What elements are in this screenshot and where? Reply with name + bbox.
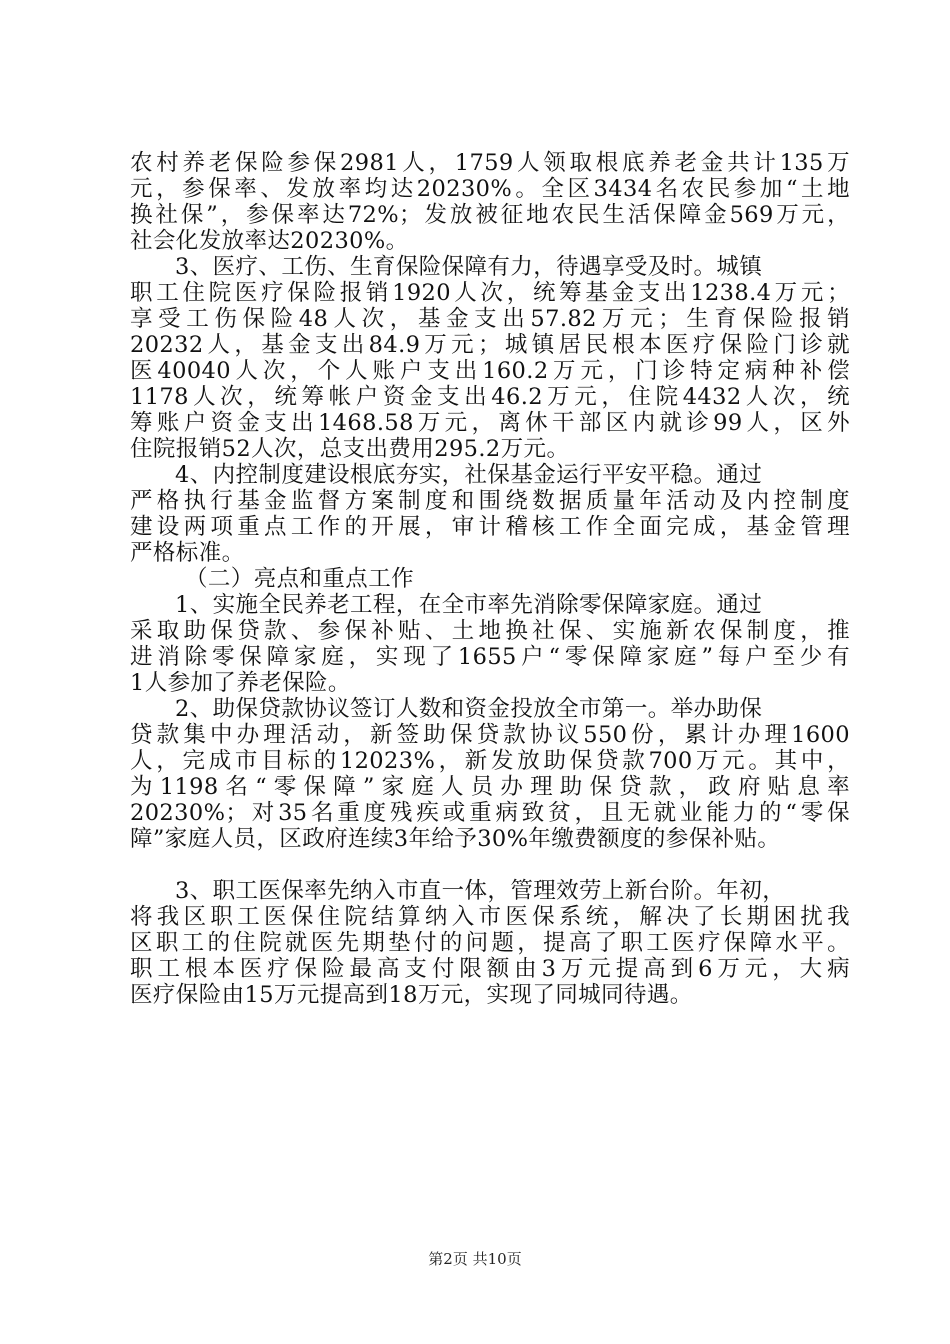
- text-line: 享受工伤保险48人次，基金支出57.82万元；生育保险报销: [130, 306, 850, 332]
- page-footer: 第2页 共10页: [428, 1250, 522, 1268]
- text-line: 区职工的住院就医先期垫付的问题，提高了职工医疗保障水平。: [130, 930, 850, 956]
- text-line: 住院报销52人次，总支出费用295.2万元。: [130, 436, 570, 462]
- text-line: 贷款集中办理活动，新签助保贷款协议550份，累计办理1600: [130, 722, 850, 748]
- text-line: 职工根本医疗保险最高支付限额由3万元提高到6万元，大病: [130, 956, 850, 982]
- text-line: 职工住院医疗保险报销1920人次，统筹基金支出1238.4万元；: [130, 280, 850, 306]
- text-line: 3、医疗、工伤、生育保险保障有力，待遇享受及时。城镇: [175, 254, 763, 280]
- text-line: 建设两项重点工作的开展，审计稽核工作全面完成，基金管理: [130, 514, 850, 540]
- text-line: 人，完成市目标的12023%，新发放助保贷款700万元。其中，: [130, 748, 850, 774]
- text-line: 4、内控制度建设根底夯实，社保基金运行平安平稳。通过: [175, 462, 763, 488]
- text-line: 将我区职工医保住院结算纳入市医保系统，解决了长期困扰我: [130, 904, 850, 930]
- text-line: 2、助保贷款协议签订人数和资金投放全市第一。举办助保: [175, 696, 763, 722]
- blank-line: [130, 852, 850, 878]
- text-line: （二）亮点和重点工作: [185, 566, 415, 592]
- text-line: 为1198名“零保障”家庭人员办理助保贷款，政府贴息率: [130, 774, 850, 800]
- text-line: 社会化发放率达20230%。: [130, 228, 409, 254]
- text-line: 严格执行基金监督方案制度和围绕数据质量年活动及内控制度: [130, 488, 850, 514]
- text-line: 3、职工医保率先纳入市直一体，管理效劳上新台阶。年初，: [175, 878, 786, 904]
- text-line: 1人参加了养老保险。: [130, 670, 351, 696]
- text-line: 1178人次，统筹帐户资金支出46.2万元，住院4432人次，统: [130, 384, 850, 410]
- text-line: 进消除零保障家庭，实现了1655户“零保障家庭”每户至少有: [130, 644, 850, 670]
- text-line: 医40040人次，个人账户支出160.2万元，门诊特定病种补偿: [130, 358, 850, 384]
- text-line: 严格标准。: [130, 540, 245, 566]
- text-line: 20232人，基金支出84.9万元；城镇居民根本医疗保险门诊就: [130, 332, 850, 358]
- text-line: 元，参保率、发放率均达20230%。全区3434名农民参加“土地: [130, 176, 850, 202]
- text-line: 农村养老保险参保2981人，1759人领取根底养老金共计135万: [130, 150, 850, 176]
- text-line: 障”家庭人员，区政府连续3年给予30%年缴费额度的参保补贴。: [130, 826, 781, 852]
- text-line: 筹账户资金支出1468.58万元，离休干部区内就诊99人，区外: [130, 410, 850, 436]
- text-line: 20230%；对35名重度残疾或重病致贫，且无就业能力的“零保: [130, 800, 850, 826]
- body-text: [130, 150, 850, 1008]
- text-line: 1、实施全民养老工程，在全市率先消除零保障家庭。通过: [175, 592, 763, 618]
- text-line: 换社保”，参保率达72%；发放被征地农民生活保障金569万元，: [130, 202, 850, 228]
- text-line: 医疗保险由15万元提高到18万元，实现了同城同待遇。: [130, 982, 693, 1008]
- text-line: 采取助保贷款、参保补贴、土地换社保、实施新农保制度，推: [130, 618, 850, 644]
